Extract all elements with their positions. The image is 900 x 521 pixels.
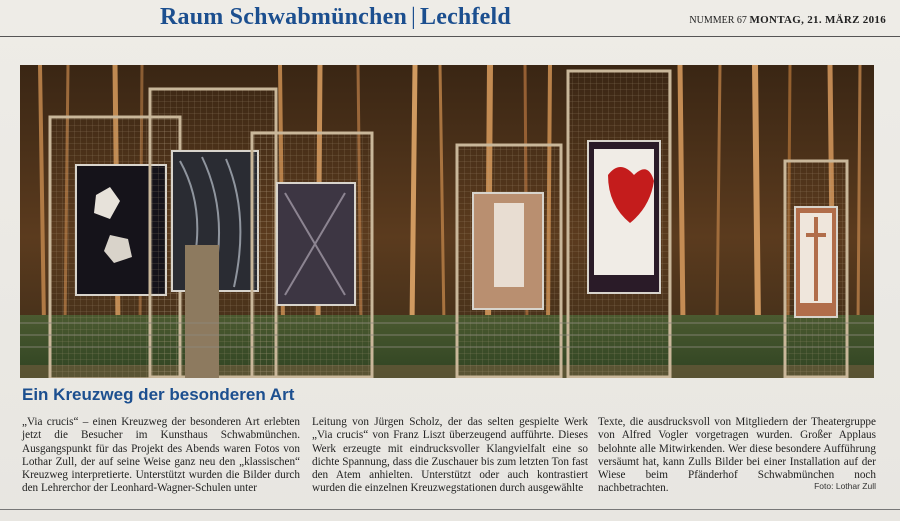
issue-date: MONTAG, 21. MÄRZ 2016 <box>749 14 886 26</box>
section-title <box>160 4 511 31</box>
section-separator: | <box>411 4 417 30</box>
section-title-right: Lechfeld <box>420 4 511 30</box>
wooden-post <box>185 245 219 378</box>
article-headline: Ein Kreuzweg der besonderen Art <box>22 385 295 404</box>
article-column-1 <box>22 416 300 496</box>
station-frame-6 <box>785 161 847 377</box>
page-header <box>0 0 900 36</box>
section-title-left: Raum Schwabmünchen <box>160 4 407 30</box>
photo-credit: Foto: Lothar Zull <box>814 481 876 491</box>
station-frame-4 <box>457 145 561 377</box>
footer-rule <box>0 509 900 510</box>
article-text-3: Texte, die ausdrucksvoll von Mitgliedern der Theatergruppe von Alfred Vogler vorgetragen wurden. Großer Applaus belohnte alle Mitwirkenden. Wer diese besondere Aufführung versäumt hat, kann Zulls Bilder bei einer Installation auf der Wiese beim Pfänderhof Schwabmünchen noch nachbetrachten. <box>598 416 876 495</box>
station-frame-3 <box>252 133 372 377</box>
article-column-2 <box>312 416 588 496</box>
article-text-1: „Via crucis“ – einen Kreuzweg der besonderen Art erlebten jetzt die Besucher im Kunsthaus Schwabmünchen. Ausgangspunkt für das Projekt des Abends waren Fotos von Lothar Zull, der auf seine Weise ganz neu den „klassischen“ Kreuzweg interpretierte. Unterstützt wurden die Bilder durch den Lehrerchor der Leonhard-Wagner-Schulen unter <box>22 416 300 495</box>
header-rule <box>0 36 900 37</box>
station-frame-5 <box>568 71 670 377</box>
issue-line <box>689 14 886 26</box>
photo-illustration <box>20 65 874 378</box>
issue-number: NUMMER 67 <box>689 15 747 26</box>
kreuzweg-installation-photo <box>20 65 874 378</box>
article-text-2: Leitung von Jürgen Scholz, der das selten gespielte Werk „Via crucis“ von Franz Liszt überzeugend aufführte. Dieses Werk erzeugte mit eindrucksvoller Klangvielfalt eine so dichte Spannung, dass die Zuschauer bis zum letzten Ton fast den Atem anhielten. Unterstützt oder auch kontrastiert wurden die einzelnen Kreuzwegstationen durch ausgewählte <box>312 416 588 495</box>
